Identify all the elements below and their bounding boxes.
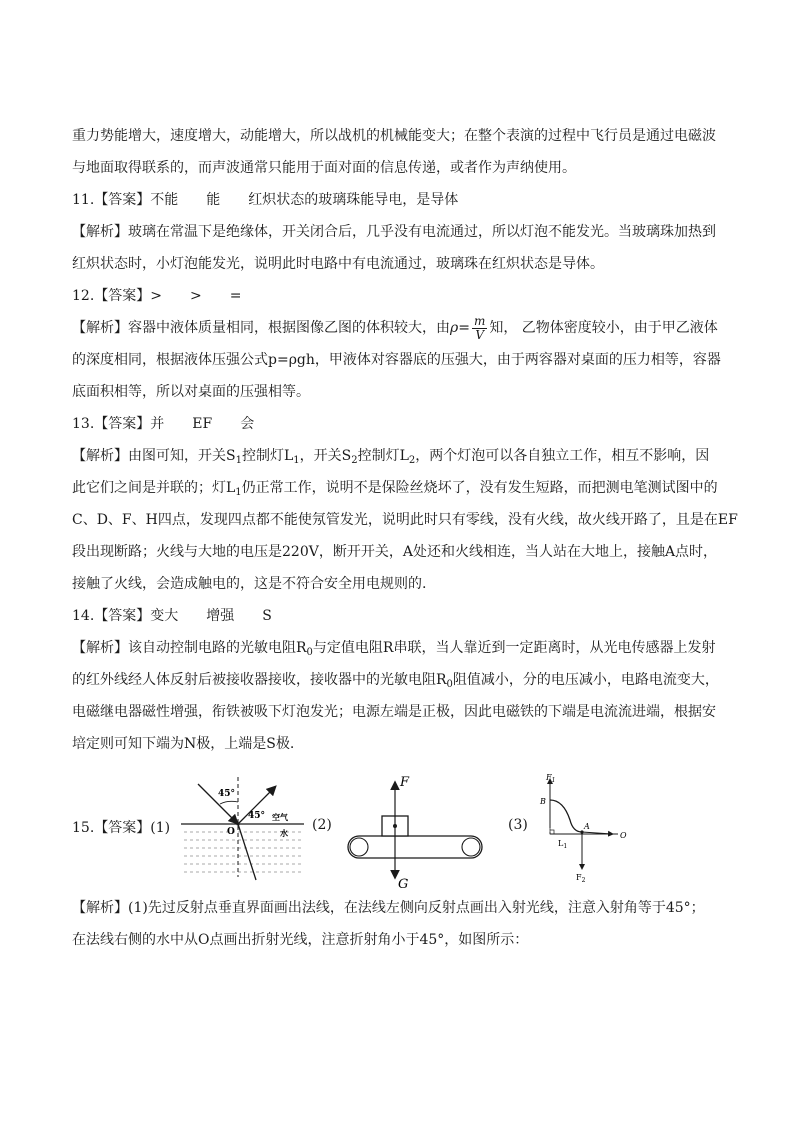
text: 仍正常工作，说明不是保险丝烧坏了，没有发生短路，而把测电笔测试图中的 bbox=[241, 480, 718, 496]
water-label: 水 bbox=[280, 828, 288, 838]
f1-label: F bbox=[546, 773, 552, 782]
text: 此它们之间是并联的；灯L bbox=[72, 480, 236, 496]
q11-number: 11.【答案】不能 bbox=[72, 192, 179, 208]
lever-diagram bbox=[538, 772, 648, 890]
q15-part2-label: (2) bbox=[312, 817, 332, 833]
q14-answer-3: S bbox=[262, 608, 272, 624]
point-o-label: O bbox=[620, 831, 627, 840]
angle-label-1: 45° bbox=[218, 789, 236, 799]
q13-explain: 段出现断路；火线与大地的电压是220V，断开开关，A处还和火线相连，当人站在大地上，接触A点时， bbox=[72, 544, 718, 560]
force-f-label: F bbox=[400, 775, 410, 790]
para-line: 与地面取得联系的，而声波通常只能用于面对面的信息传递，或者作为声纳使用。 bbox=[72, 160, 576, 176]
q11-explain: 红炽状态时，小灯泡能发光，说明此时电路中有电流通过，玻璃珠在红炽状态是导体。 bbox=[72, 256, 604, 272]
f2-sub: 2 bbox=[581, 877, 586, 884]
q13-answer-2: EF bbox=[192, 416, 213, 432]
q14-explain bbox=[72, 664, 722, 696]
text: 【解析】该自动控制电路的光敏电阻R bbox=[72, 640, 307, 656]
q14-explain: 培定则可知下端为N极，上端是S极. bbox=[72, 736, 295, 752]
subscript: 2 bbox=[408, 455, 416, 466]
text: 阻值减小，分的电压减小，电路电流变大， bbox=[452, 672, 719, 688]
refracted-ray bbox=[238, 824, 256, 880]
equals: = bbox=[458, 320, 470, 336]
subscript: 0 bbox=[306, 647, 313, 658]
answer-page bbox=[72, 120, 738, 956]
q11-answer bbox=[72, 184, 722, 216]
l1-label: L bbox=[558, 839, 564, 848]
angle-label-2: 45° bbox=[248, 811, 266, 821]
q15-part3-label: (3) bbox=[508, 817, 528, 833]
q12-answer bbox=[72, 280, 722, 312]
right-roller bbox=[462, 838, 480, 856]
text: 【解析】容器中液体质量相同，根据图像乙图的体积较大，由 bbox=[72, 320, 450, 336]
denominator: V bbox=[475, 327, 484, 342]
f1-sub: 1 bbox=[551, 777, 556, 784]
text: 的红外线经人体反射后被接收器接收，接收器中的光敏电阻R bbox=[72, 672, 447, 688]
text: 控制灯L bbox=[241, 448, 294, 464]
force-g-label: G bbox=[398, 877, 409, 890]
text: 控制灯L bbox=[357, 448, 409, 464]
subscript: 1 bbox=[235, 455, 242, 466]
q13-answer-3: 会 bbox=[240, 416, 255, 432]
density-fraction bbox=[472, 315, 487, 342]
angle-arc bbox=[220, 801, 238, 804]
q12-explain: 的深度相同，根据液体压强公式p=ρgh，甲液体对容器底的压强大，由于两容器对桌面的压力相等，容器 bbox=[72, 352, 721, 368]
para-line: 重力势能增大，速度增大，动能增大，所以战机的机械能变大；在整个表演的过程中飞行员是通过电磁波 bbox=[72, 128, 716, 144]
air-label: 空气 bbox=[272, 812, 288, 822]
q14-explain: 电磁继电器磁性增强，衔铁被吸下灯泡发光；电源左端是正极，因此电磁铁的下端是电流流进端，根据安 bbox=[72, 704, 716, 720]
conveyor-force-diagram bbox=[344, 772, 486, 890]
q11-explain: 【解析】玻璃在常温下是绝缘体，开关闭合后，几乎没有电流通过，所以灯泡不能发光。当玻璃珠加热到 bbox=[72, 224, 716, 240]
q14-answer-2: 增强 bbox=[206, 608, 235, 624]
text: 知， 乙物体密度较小，由于甲乙液体 bbox=[489, 320, 718, 336]
left-roller bbox=[350, 838, 368, 856]
text: ，两个灯泡可以各自独立工作，相互不影响，因 bbox=[415, 448, 710, 464]
q15-explain: 在法线右侧的水中从O点画出折射光线，注意折射角小于45°，如图所示： bbox=[72, 932, 529, 948]
l1-sub: 1 bbox=[563, 843, 568, 850]
f2-label: F bbox=[576, 873, 582, 882]
subscript: 2 bbox=[351, 455, 358, 466]
lever-arm bbox=[550, 800, 582, 832]
subscript: 1 bbox=[235, 487, 242, 498]
q12-explain: 底面积相等，所以对桌面的压强相等。 bbox=[72, 384, 310, 400]
q13-explain bbox=[72, 440, 722, 472]
point-b-label: B bbox=[540, 797, 546, 806]
point-a-label: A bbox=[584, 822, 590, 831]
point-o bbox=[236, 822, 239, 825]
q13-explain bbox=[72, 472, 722, 504]
q11-answer-2: 能 bbox=[206, 192, 221, 208]
q14-number: 14.【答案】变大 bbox=[72, 608, 179, 624]
numerator: m bbox=[473, 313, 486, 328]
q15-number: 15.【答案】(1) bbox=[72, 820, 171, 836]
q13-explain: C、D、F、H四点，发现四点都不能使氖管发光，说明此时只有零线，没有火线，故火线开路了，且是在EF bbox=[72, 512, 738, 528]
q12-number: 12.【答案】> bbox=[72, 288, 162, 304]
f2-label-group bbox=[576, 873, 586, 884]
text: ，开关S bbox=[299, 448, 352, 464]
l1-label-group bbox=[558, 839, 567, 850]
q15-figure-row bbox=[72, 772, 722, 890]
q13-answer bbox=[72, 408, 722, 440]
subscript: 0 bbox=[446, 679, 453, 690]
q13-explain: 接触了火线，会造成触电的，这是不符合安全用电规则的. bbox=[72, 576, 427, 592]
q13-number: 13.【答案】并 bbox=[72, 416, 165, 432]
q14-explain bbox=[72, 632, 722, 664]
refraction-diagram bbox=[176, 772, 306, 890]
point-o-label: O bbox=[227, 827, 235, 837]
subscript: 1 bbox=[293, 455, 300, 466]
q12-answer-2: > bbox=[190, 288, 202, 304]
q12-explain bbox=[72, 312, 722, 344]
rho-symbol: ρ bbox=[450, 320, 459, 336]
text: 【解析】由图可知，开关S bbox=[72, 448, 236, 464]
q12-answer-3: = bbox=[229, 288, 242, 304]
q14-answer bbox=[72, 600, 722, 632]
right-angle-mark bbox=[550, 830, 554, 834]
q11-answer-3: 红炽状态的玻璃珠能导电，是导体 bbox=[248, 192, 459, 208]
text: 与定值电阻R串联，当人靠近到一定距离时，从光电传感器上发射 bbox=[312, 640, 716, 656]
q15-explain: 【解析】(1)先过反射点垂直界面画出法线，在法线左侧向反射点画出入射光线，注意入射角等于45°； bbox=[72, 900, 705, 916]
